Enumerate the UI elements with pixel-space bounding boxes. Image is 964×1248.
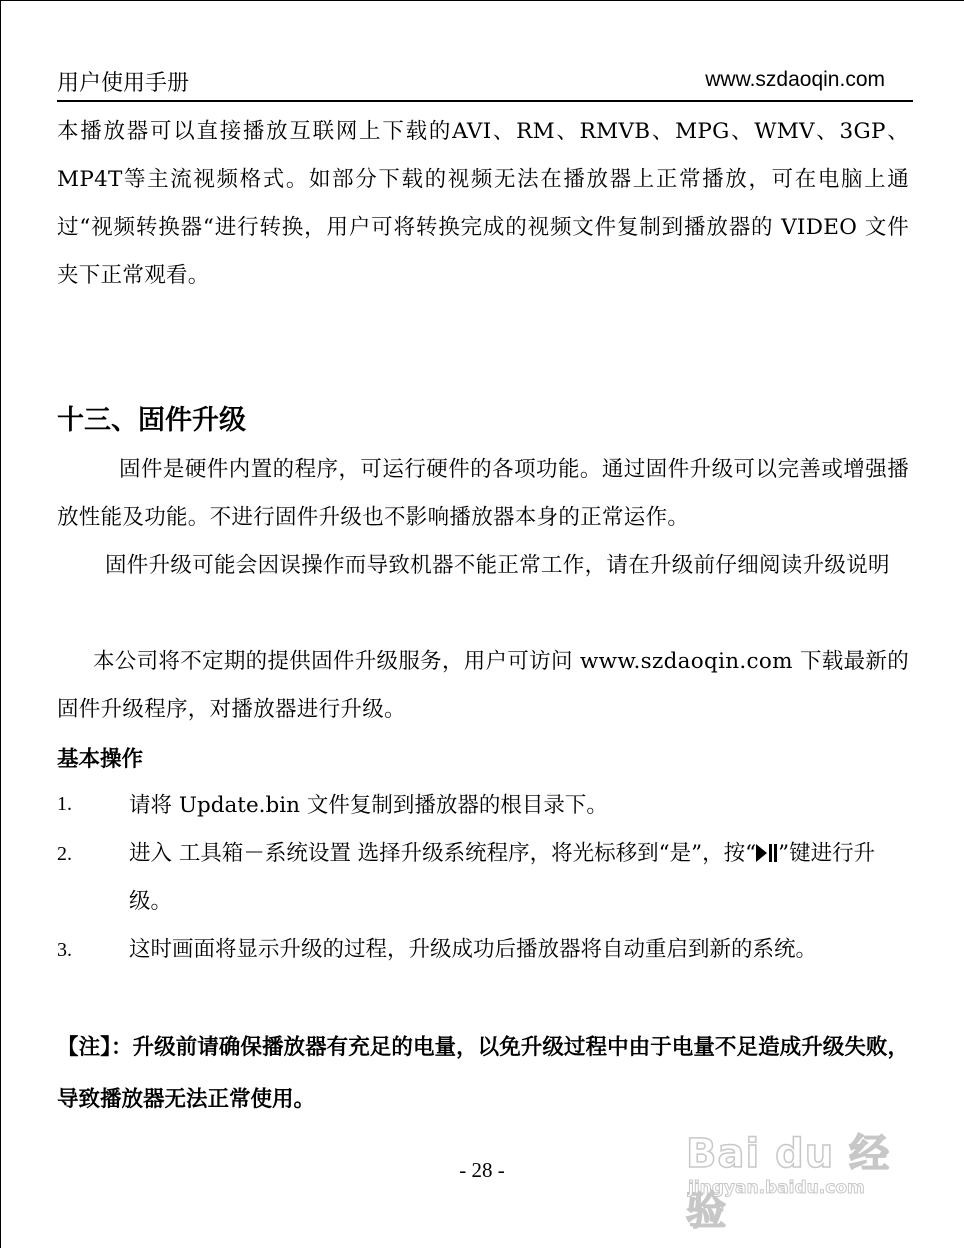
intro-paragraph: 本播放器可以直接播放互联网上下载的AVI、RM、RMVB、MPG、WMV、3GP、MP4T等主流视频格式。如部分下载的视频无法在播放器上正常播放，可在电脑上通过“视频转换器“进行转换，用户可将转换完成的视频文件复制到播放器的 VIDEO 文件夹下正常观看。: [57, 119, 909, 288]
basic-ops-heading: 基本操作: [57, 747, 144, 772]
step-number: 1.: [57, 793, 72, 815]
step-number: 2.: [57, 843, 72, 865]
watermark-url: jingyan.baidu.com: [688, 1178, 865, 1198]
page-border-top: [0, 0, 964, 1]
firmware-paragraph-2: 固件升级可能会因误操作而导致机器不能正常工作，请在升级前仔细阅读升级说明: [105, 553, 890, 578]
section-heading: 十三、固件升级: [57, 405, 246, 436]
firmware-paragraph-3: 本公司将不定期的提供固件升级服务，用户可访问 www.szdaoqin.com 下载最新的固件升级程序，对播放器进行升级。: [57, 649, 909, 722]
warning-note: 【注】：升级前请确保播放器有充足的电量，以免升级过程中由于电量不足造成升级失败，导致播放器无法正常使用。: [57, 1035, 909, 1112]
page-border-left: [0, 0, 1, 1248]
page-header: [57, 64, 913, 96]
page-number: - 28 -: [459, 1158, 505, 1182]
firmware-paragraph-1: 固件是硬件内置的程序，可运行硬件的各项功能。通过固件升级可以完善或增强播放性能及功能。不进行固件升级也不影响播放器本身的正常运作。: [57, 457, 909, 530]
manual-title: 用户使用手册: [57, 71, 190, 96]
header-divider: [57, 100, 913, 102]
watermark-brand: Bai du 经验: [686, 1131, 891, 1234]
play-pause-icon: [756, 844, 778, 862]
step-text-part: 进入 工具箱－系统设置 选择升级系统程序，将光标移到“是”，按“: [129, 841, 757, 866]
website-url: www.szdaoqin.com: [705, 68, 885, 91]
step-number: 3.: [57, 939, 72, 961]
step-text: [129, 830, 909, 926]
baidu-watermark: [686, 1108, 916, 1234]
step-text-part: ”键进行升级。: [129, 841, 876, 914]
step-text: 请将 Update.bin 文件复制到播放器的根目录下。: [129, 793, 608, 818]
step-text: 这时画面将显示升级的过程，升级成功后播放器将自动重启到新的系统。: [129, 937, 818, 962]
